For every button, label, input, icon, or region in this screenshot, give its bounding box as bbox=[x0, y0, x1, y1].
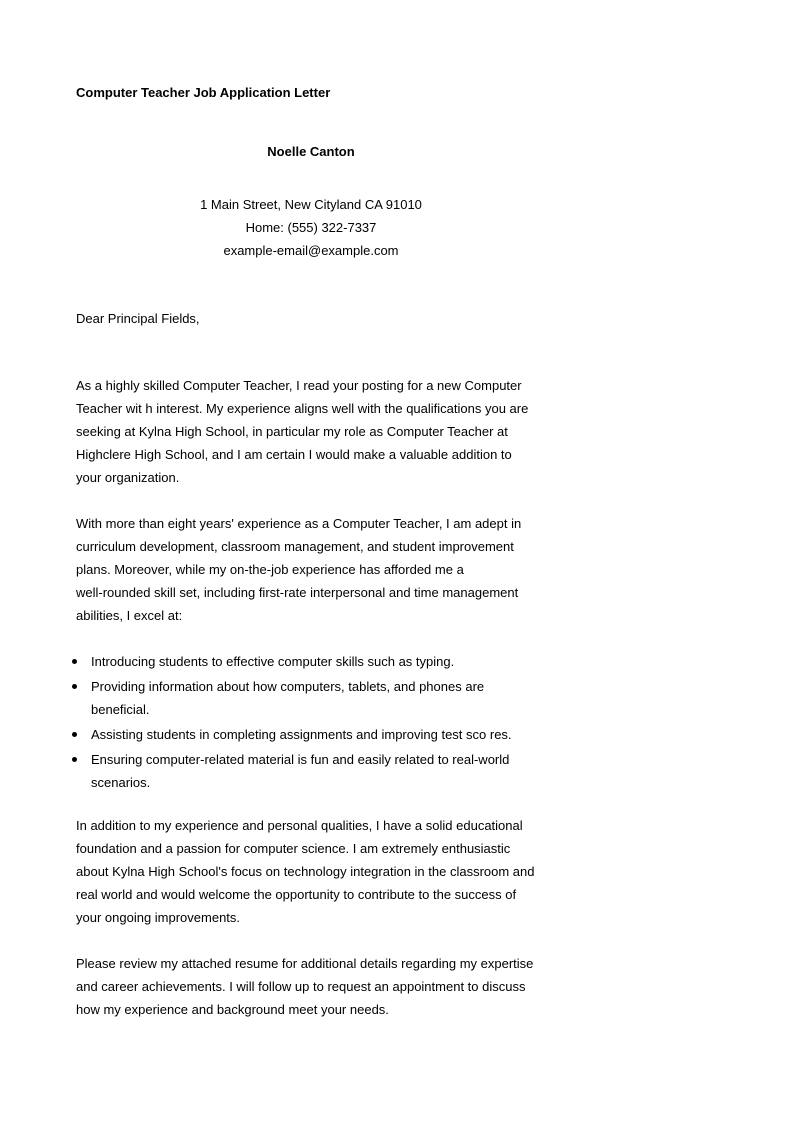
paragraph-line: your ongoing improvements. bbox=[76, 910, 241, 925]
skills-list bbox=[76, 650, 546, 796]
sender-name: Noelle Canton bbox=[267, 144, 355, 159]
paragraph-line: In addition to my experience and personal qualities, I have a solid educational bbox=[76, 818, 523, 833]
list-item-text: Providing information about how computers, tablets, and phones are bbox=[91, 679, 485, 694]
paragraph-line: how my experience and background meet your needs. bbox=[76, 1002, 389, 1017]
paragraph-line: your organization. bbox=[76, 470, 180, 485]
paragraph-intro bbox=[76, 374, 546, 489]
salutation: Dear Principal Fields, bbox=[76, 311, 200, 326]
bullet-icon bbox=[72, 684, 77, 689]
sender-email: example-email@example.com bbox=[223, 243, 399, 258]
list-item-text: Introducing students to effective computer skills such as typing. bbox=[91, 654, 455, 669]
paragraph-line: With more than eight years' experience as a Computer Teacher, I am adept in bbox=[76, 516, 522, 531]
paragraph-line: seeking at Kylna High School, in particular my role as Computer Teacher at bbox=[76, 424, 508, 439]
list-item bbox=[76, 723, 546, 746]
paragraph-education bbox=[76, 814, 546, 929]
list-item bbox=[76, 748, 546, 794]
list-item-text: Assisting students in completing assignments and improving test sco res. bbox=[91, 727, 512, 742]
paragraph-experience bbox=[76, 512, 546, 627]
list-item bbox=[76, 675, 546, 721]
paragraph-line: and career achievements. I will follow up to request an appointment to discuss bbox=[76, 979, 526, 994]
paragraph-line: about Kylna High School's focus on technology integration in the classroom and bbox=[76, 864, 535, 879]
paragraph-line: As a highly skilled Computer Teacher, I read your posting for a new Computer bbox=[76, 378, 522, 393]
paragraph-line: plans. Moreover, while my on-the-job experience has afforded me a bbox=[76, 562, 464, 577]
paragraph-line: Please review my attached resume for additional details regarding my expertise bbox=[76, 956, 534, 971]
paragraph-line: abilities, I excel at: bbox=[76, 608, 183, 623]
list-item-text: scenarios. bbox=[91, 775, 151, 790]
paragraph-line: well-rounded skill set, including first-rate interpersonal and time management bbox=[76, 585, 519, 600]
bullet-icon bbox=[72, 732, 77, 737]
document-title: Computer Teacher Job Application Letter bbox=[76, 85, 331, 100]
paragraph-line: curriculum development, classroom management, and student improvement bbox=[76, 539, 514, 554]
list-item-text: Ensuring computer-related material is fun and easily related to real-world bbox=[91, 752, 510, 767]
paragraph-line: Teacher wit h interest. My experience aligns well with the qualifications you are bbox=[76, 401, 529, 416]
bullet-icon bbox=[72, 659, 77, 664]
paragraph-line: foundation and a passion for computer science. I am extremely enthusiastic bbox=[76, 841, 511, 856]
paragraph-closing bbox=[76, 952, 546, 1021]
list-item bbox=[76, 650, 546, 673]
sender-phone: Home: (555) 322-7337 bbox=[245, 220, 377, 235]
list-item-text: beneficial. bbox=[91, 702, 150, 717]
paragraph-line: Highclere High School, and I am certain I would make a valuable addition to bbox=[76, 447, 512, 462]
sender-address: 1 Main Street, New Cityland CA 91010 bbox=[200, 197, 422, 212]
bullet-icon bbox=[72, 757, 77, 762]
paragraph-line: real world and would welcome the opportunity to contribute to the success of bbox=[76, 887, 517, 902]
